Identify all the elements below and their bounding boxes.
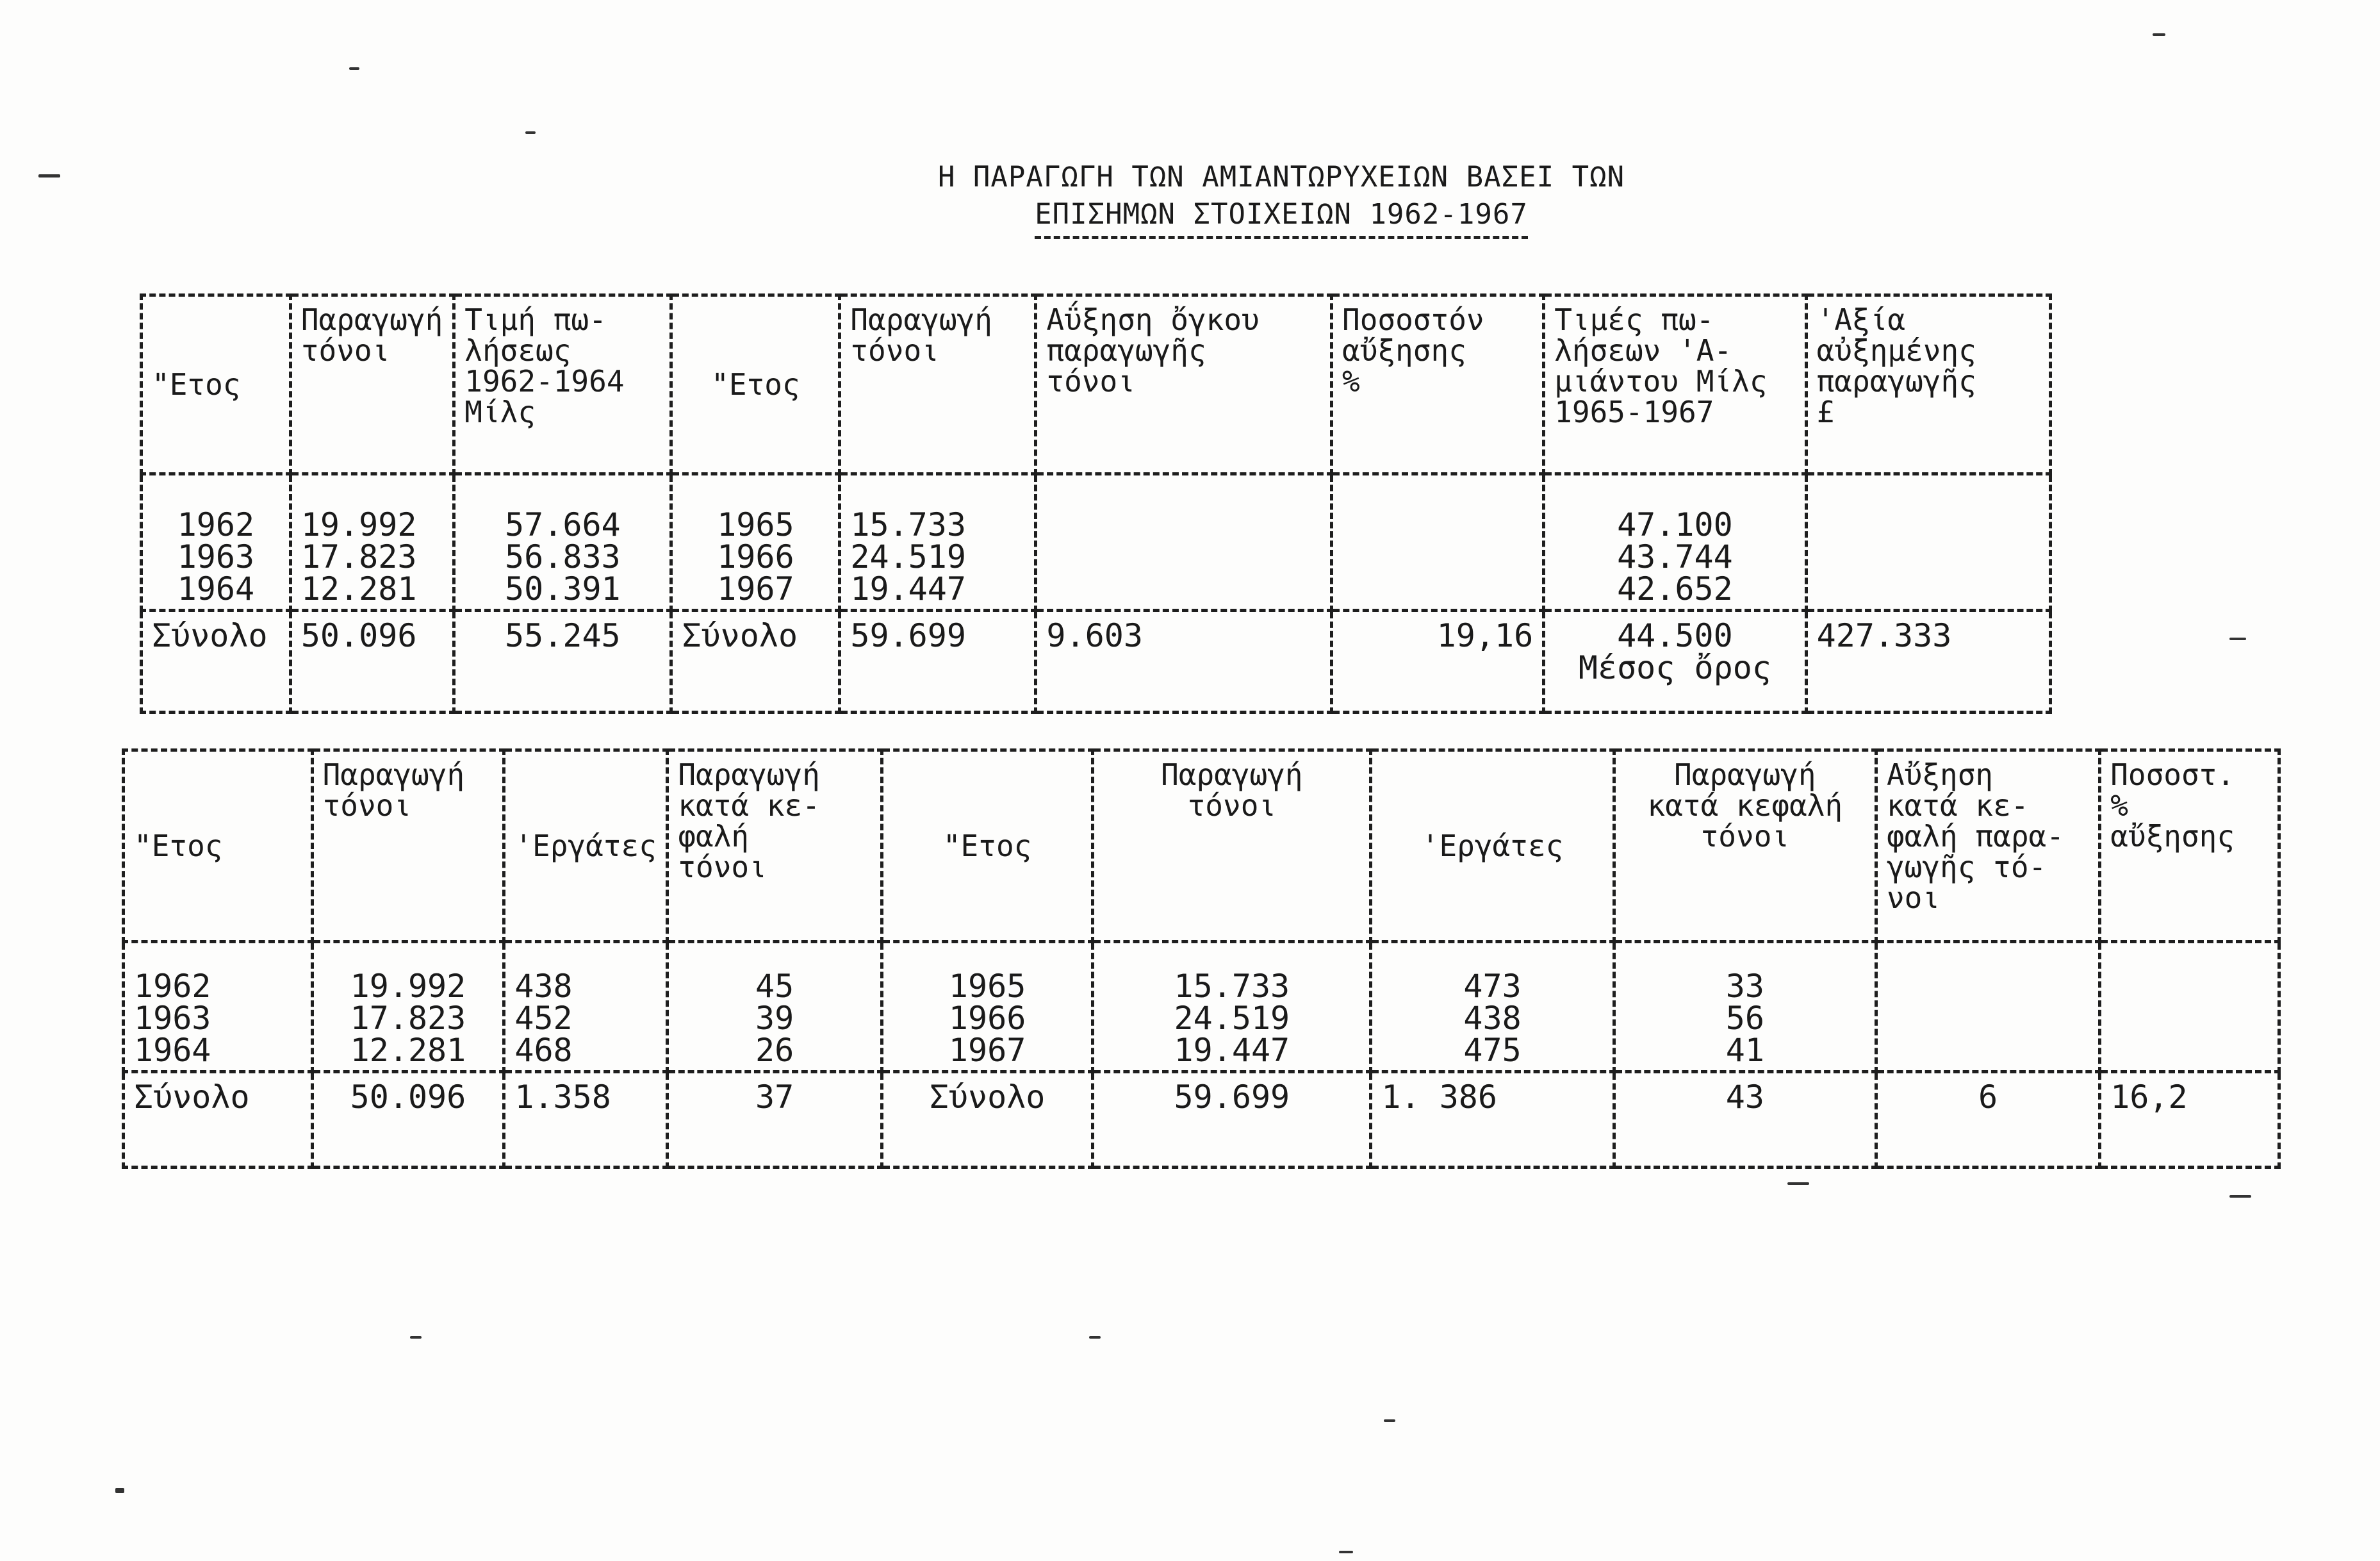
table2-production-a: 19.992 17.823 12.281 bbox=[312, 942, 504, 1072]
table1-header-year-b: "Ετος bbox=[671, 295, 840, 474]
scan-speck bbox=[349, 67, 359, 70]
scan-speck bbox=[2229, 638, 2246, 640]
table1-header-price-b: Τιμές πω- λήσεων 'Α- μιάντου Μίλς 1965-1967 bbox=[1544, 295, 1806, 474]
scan-speck bbox=[525, 131, 536, 134]
table2-total-per-head-b: 43 bbox=[1614, 1072, 1876, 1168]
table1-value bbox=[1806, 474, 2050, 611]
table1-total-production-b: 59.699 bbox=[840, 611, 1036, 713]
table1-total-row bbox=[142, 611, 2051, 713]
table2-header-per-head-a: Παραγωγή κατά κε- φαλή τόνοι bbox=[668, 750, 882, 942]
title-line-1: Η ΠΑΡΑΓΩΓΗ ΤΩΝ ΑΜΙΑΝΤΩΡΥΧΕΙΩΝ ΒΑΣΕΙ ΤΩΝ bbox=[937, 161, 1625, 194]
table1-production-b: 15.733 24.519 19.447 bbox=[840, 474, 1036, 611]
table2-header-per-head-b: Παραγωγή κατά κεφαλή τόνοι bbox=[1614, 750, 1876, 942]
table2-increase bbox=[1876, 942, 2099, 1072]
scan-speck bbox=[1089, 1336, 1101, 1339]
table1-header-row bbox=[142, 295, 2051, 474]
document-title bbox=[865, 159, 1698, 239]
table2-per-head-a: 45 39 26 bbox=[668, 942, 882, 1072]
table1-years-a: 1962 1963 1964 bbox=[142, 474, 291, 611]
table1-header-percent-increase: Ποσοστόν αὔξησης % bbox=[1332, 295, 1544, 474]
scan-speck bbox=[38, 174, 60, 178]
table2-header-production-a: Παραγωγή τόνοι bbox=[312, 750, 504, 942]
scan-speck bbox=[1384, 1419, 1395, 1422]
scan-speck bbox=[1339, 1551, 1353, 1553]
table1-total-price-a: 55.245 bbox=[454, 611, 671, 713]
table2-workers-a: 438 452 468 bbox=[504, 942, 668, 1072]
table2-per-head-b: 33 56 41 bbox=[1614, 942, 1876, 1072]
table2-header-year-b: "Ετος bbox=[882, 750, 1092, 942]
scan-speck bbox=[410, 1336, 422, 1339]
table1-header-volume-increase: Αΰξηση ὄγκου παραγωγῆς τόνοι bbox=[1036, 295, 1332, 474]
table2-data-row bbox=[124, 942, 2279, 1072]
table1-total-production-a: 50.096 bbox=[290, 611, 454, 713]
table2-total-workers-b: 1. 386 bbox=[1371, 1072, 1614, 1168]
table2-workers-b: 473 438 475 bbox=[1371, 942, 1614, 1072]
table1-total-percent: 19,16 bbox=[1332, 611, 1544, 713]
table1-total-value: 427.333 bbox=[1806, 611, 2050, 713]
table2-header-increase: Αὔξηση κατά κε- φαλή παρα- γωγῆς τό- νοι bbox=[1876, 750, 2099, 942]
scan-speck bbox=[1787, 1182, 1809, 1185]
scan-speck bbox=[2153, 33, 2165, 36]
table2-total-increase: 6 bbox=[1876, 1072, 2099, 1168]
table2-total-row bbox=[124, 1072, 2279, 1168]
table1-header-production-b: Παραγωγή τόνοι bbox=[840, 295, 1036, 474]
table2-total-label-a: Σύνολο bbox=[124, 1072, 313, 1168]
table1-total-label-a: Σύνολο bbox=[142, 611, 291, 713]
table2-header-percent: Ποσοστ. % αὔξησης bbox=[2100, 750, 2279, 942]
table2-header-workers-b: 'Εργάτες bbox=[1371, 750, 1614, 942]
table2-header-production-b: Παραγωγή τόνοι bbox=[1093, 750, 1371, 942]
table2-header-year-a: "Ετος bbox=[124, 750, 313, 942]
table1-years-b: 1965 1966 1967 bbox=[671, 474, 840, 611]
table2-total-production-a: 50.096 bbox=[312, 1072, 504, 1168]
table1-header-year-a: "Ετος bbox=[142, 295, 291, 474]
title-line-2: ΕΠΙΣΗΜΩΝ ΣΤΟΙΧΕΙΩΝ 1962-1967 bbox=[1035, 196, 1528, 239]
table2-header-row bbox=[124, 750, 2279, 942]
table2-percent bbox=[2100, 942, 2279, 1072]
table1-percent-increase bbox=[1332, 474, 1544, 611]
table2-years-a: 1962 1963 1964 bbox=[124, 942, 313, 1072]
table2-total-per-head-a: 37 bbox=[668, 1072, 882, 1168]
table2-total-label-b: Σύνολο bbox=[882, 1072, 1092, 1168]
table2-total-workers-a: 1.358 bbox=[504, 1072, 668, 1168]
table1-data-row bbox=[142, 474, 2051, 611]
table1-header-production-a: Παραγωγή τόνοι bbox=[290, 295, 454, 474]
production-workers-table bbox=[122, 748, 2281, 1169]
scan-speck bbox=[2229, 1195, 2251, 1198]
table1-price-b: 47.100 43.744 42.652 bbox=[1544, 474, 1806, 611]
table2-production-b: 15.733 24.519 19.447 bbox=[1093, 942, 1371, 1072]
table1-header-value: 'Αξία αὐξημένης παραγωγῆς £ bbox=[1806, 295, 2050, 474]
table1-production-a: 19.992 17.823 12.281 bbox=[290, 474, 454, 611]
table2-years-b: 1965 1966 1967 bbox=[882, 942, 1092, 1072]
table1-total-volume-increase: 9.603 bbox=[1036, 611, 1332, 713]
table1-total-price-b: 44.500 Μέσος ὄρος bbox=[1544, 611, 1806, 713]
table2-total-production-b: 59.699 bbox=[1093, 1072, 1371, 1168]
table1-volume-increase bbox=[1036, 474, 1332, 611]
production-prices-table bbox=[140, 293, 2052, 714]
table1-price-a: 57.664 56.833 50.391 bbox=[454, 474, 671, 611]
table1-header-price-a: Τιμή πω- λήσεως 1962-1964 Μίλς bbox=[454, 295, 671, 474]
table2-header-workers-a: 'Εργάτες bbox=[504, 750, 668, 942]
table2-total-percent: 16,2 bbox=[2100, 1072, 2279, 1168]
scan-speck bbox=[115, 1488, 124, 1493]
table1-total-label-b: Σύνολο bbox=[671, 611, 840, 713]
